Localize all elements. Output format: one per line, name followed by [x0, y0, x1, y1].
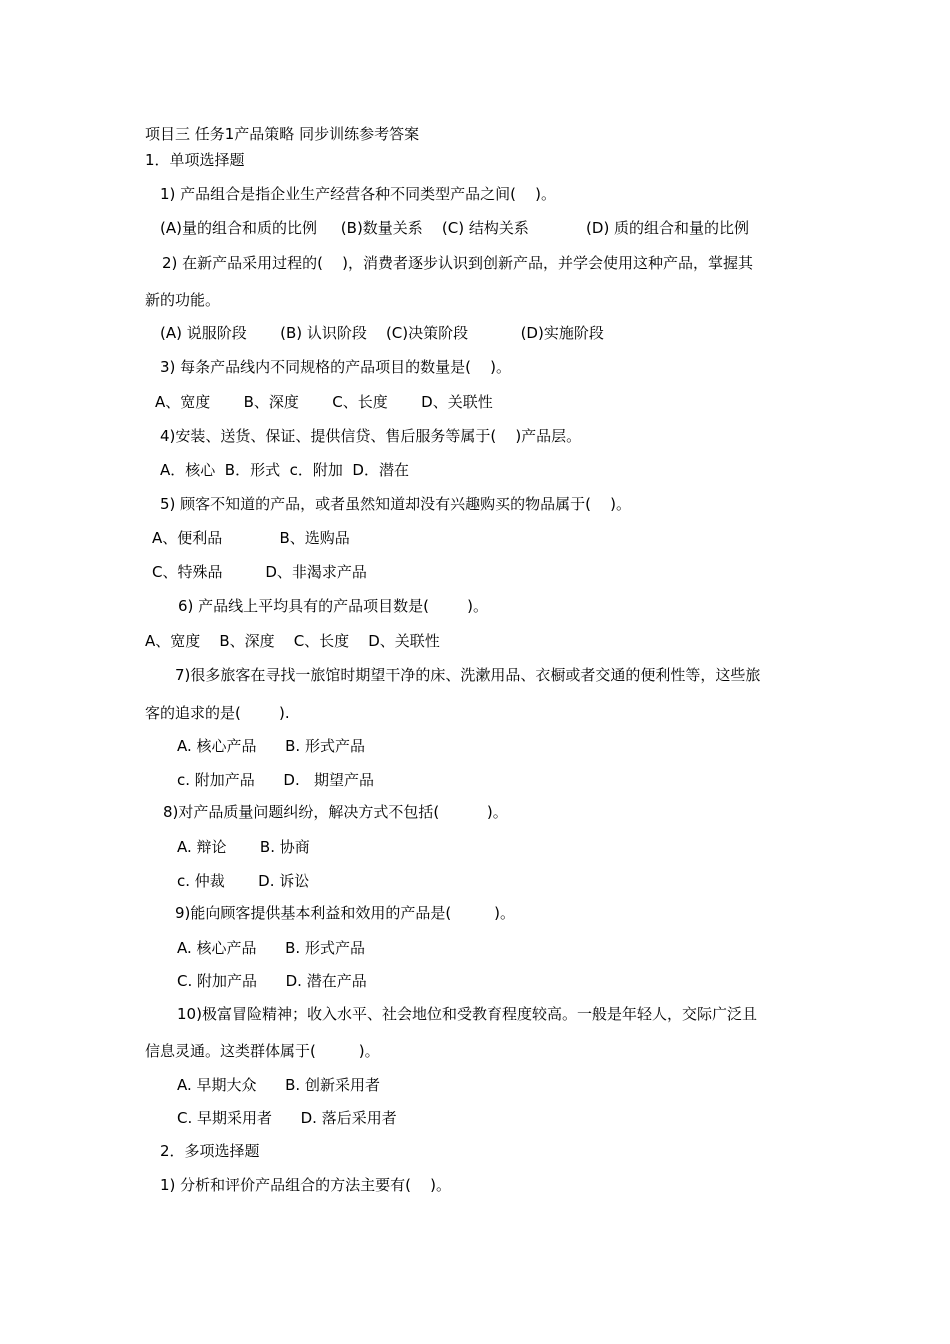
q10-options-line2: C. 早期采用者 D. 落后采用者 — [177, 1109, 397, 1127]
q7-text-line2: 客的追求的是( ). — [145, 704, 290, 722]
q5-options-line1: A、便利品 B、选购品 — [152, 529, 350, 547]
q7-text-line1: 7)很多旅客在寻找一旅馆时期望干净的床、洗漱用品、衣橱或者交通的便利性等，这些旅 — [175, 666, 761, 684]
q4-options: A．核心 B．形式 c．附加 D．潜在 — [160, 461, 409, 479]
q10-options-line1: A. 早期大众 B. 创新采用者 — [177, 1076, 380, 1094]
section2-heading: 2．多项选择题 — [160, 1142, 260, 1160]
q3-options: A、宽度 B、深度 C、长度 D、关联性 — [155, 393, 493, 411]
q6-text: 6) 产品线上平均具有的产品项目数是( )。 — [178, 597, 489, 615]
section1-heading: 1．单项选择题 — [145, 151, 245, 169]
q4-text: 4)安装、送货、保证、提供信贷、售后服务等属于( )产品层。 — [160, 427, 582, 445]
document-title: 项目三 任务1产品策略 同步训练参考答案 — [145, 125, 420, 143]
q8-options-line2: c. 仲裁 D. 诉讼 — [177, 872, 310, 890]
q8-options-line1: A. 辩论 B. 协商 — [177, 838, 310, 856]
q6-options: A、宽度 B、深度 C、长度 D、关联性 — [145, 632, 440, 650]
q2-text-line2: 新的功能。 — [145, 291, 221, 309]
q5-options-line2: C、特殊品 D、非渴求产品 — [152, 563, 367, 581]
q1-text: 1) 产品组合是指企业生产经营各种不同类型产品之间( )。 — [160, 185, 556, 203]
section2-q1-text: 1) 分析和评价产品组合的方法主要有( )。 — [160, 1176, 451, 1194]
q5-text: 5) 顾客不知道的产品，或者虽然知道却没有兴趣购买的物品属于( )。 — [160, 495, 631, 513]
q1-options: (A)量的组合和质的比例 (B)数量关系 (C) 结构关系 (D) 质的组合和量的比例 — [160, 219, 750, 237]
q3-text: 3) 每条产品线内不同规格的产品项目的数量是( )。 — [160, 358, 511, 376]
q7-options-line2: c. 附加产品 D. 期望产品 — [177, 771, 375, 789]
q8-text: 8)对产品质量问题纠纷，解决方式不包括( )。 — [163, 803, 508, 821]
q10-text-line1: 10)极富冒险精神；收入水平、社会地位和受教育程度较高。一般是年轻人，交际广泛且 — [177, 1005, 757, 1023]
q9-options-line1: A. 核心产品 B. 形式产品 — [177, 939, 365, 957]
q9-options-line2: C. 附加产品 D. 潜在产品 — [177, 972, 367, 990]
q9-text: 9)能向顾客提供基本利益和效用的产品是( )。 — [175, 904, 516, 922]
q2-options: (A) 说服阶段 (B) 认识阶段 (C)决策阶段 (D)实施阶段 — [160, 324, 604, 342]
q7-options-line1: A. 核心产品 B. 形式产品 — [177, 737, 365, 755]
q2-text-line1: 2) 在新产品采用过程的( )，消费者逐步认识到创新产品，并学会使用这种产品，掌握其 — [162, 254, 753, 272]
q10-text-line2: 信息灵通。这类群体属于( )。 — [145, 1042, 380, 1060]
